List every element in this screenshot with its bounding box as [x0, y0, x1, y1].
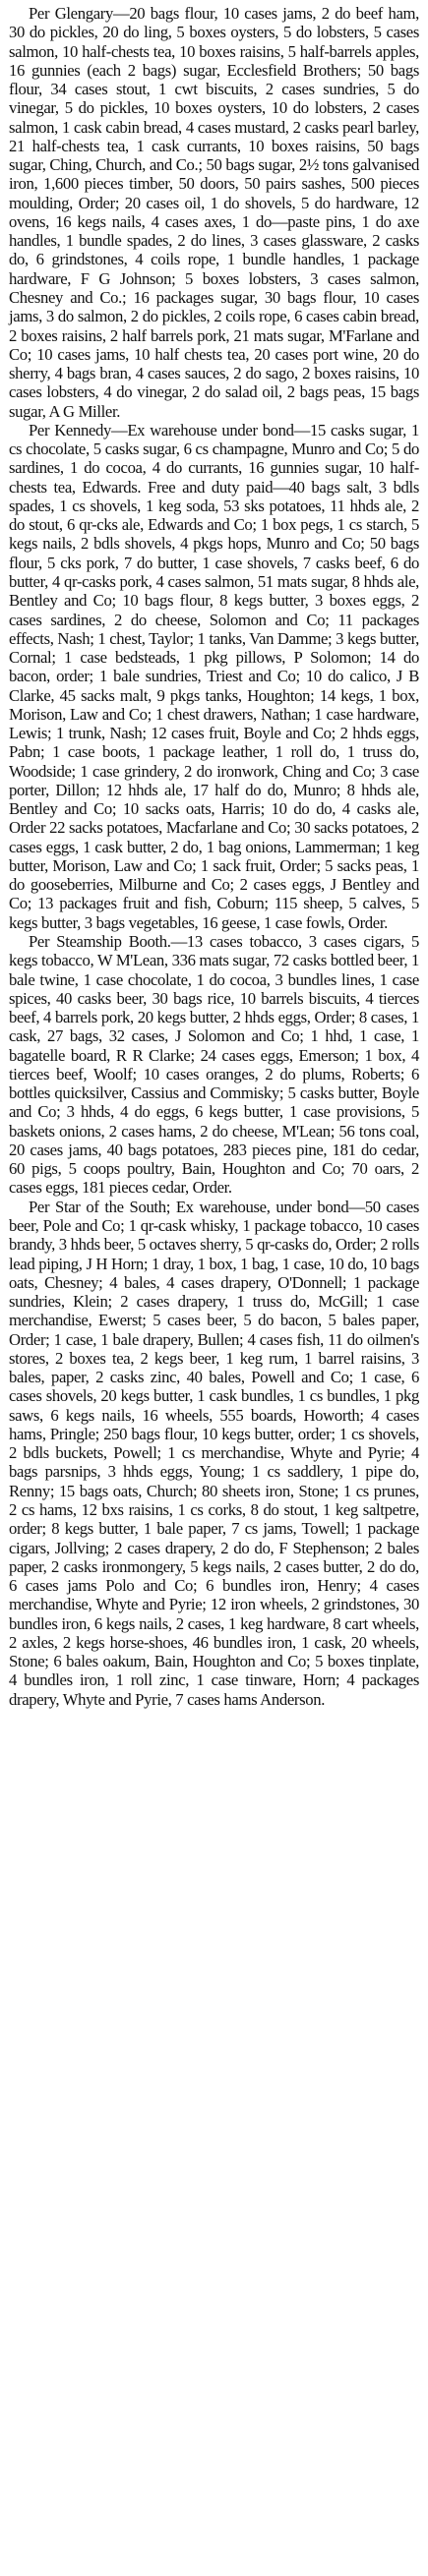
shipping-entry-kennedy: Per Kennedy—Ex warehouse under bond—15 casks sugar, 1 cs chocolate, 5 casks sugar, 6 cs champagne, Munro and Co; 5 do sardines, 1 do cocoa, 4 do currants, 16 gunnies sugar, 10 half-chests tea, Edwards. Free and duty paid—40 bags salt, 3 bdls spades, 1 cs shovels, 1 keg soda, 53 sks potatoes, 11 hhds ale, 2 do stout, 6 qr-cks ale, Edwards and Co; 1 box pegs, 1 cs starch, 5 kegs nails, 2 bdls shovels, 4 pkgs hops, Munro and Co; 50 bags flour, 5 cks pork, 7 do butter, 1 case shovels, 7 casks beef, 6 do butter, 4 qr-casks pork, 4 cases salmon, 51 mats sugar, 8 hhds ale, Bentley and Co; 10 bags flour, 8 kegs butter, 3 boxes eggs, 2 cases sardines, 2 do cheese, Solomon and Co; 11 packages effects, Nash; 1 chest, Taylor; 1 tanks, Van Damme; 3 kegs butter, Cornal; 1 case bedsteads, 1 pkg pillows, P Solomon; 14 do bacon, order; 1 bale sundries, Triest and Co; 10 do calico, J B Clarke, 45 sacks malt, 9 pkgs tanks, Houghton; 14 kegs, 1 box, Morison, Law and Co; 1 chest drawers, Nathan; 1 case hardware, Lewis; 1 trunk, Nash; 12 cases fruit, Boyle and Co; 2 hhds eggs, Pabn; 1 case boots, 1 package leather, 1 roll do, 1 truss do, Woodside; 1 case grindery, 2 do ironwork, Ching and Co; 3 case porter, Dillon; 12 hhds ale, 17 half do do, Munro; 8 hhds ale, Bentley and Co; 10 sacks oats, Harris; 10 do do, 4 casks ale, Order 22 sacks potatoes, Macfarlane and Co; 30 sacks potatoes, 2 cases eggs, 1 cask butter, 2 do, 1 bag onions, Lammerman; 1 keg butter, Morison, Law and Co; 1 sack fruit, Order; 5 sacks peas, 1 do gooseberries, Milburne and Co; 2 cases eggs, J Bentley and Co; 13 packages fruit and fish, Coburn; 115 sheep, 5 calves, 5 kegs butter, 3 bags vegetables, 16 geese, 1 case fowls, Order. [9, 420, 419, 932]
shipping-entry-glengary: Per Glengary—20 bags flour, 10 cases jams, 2 do beef ham, 30 do pickles, 20 do ling, 5 boxes oysters, 5 do lobsters, 5 cases salmon, 10 half-chests tea, 10 boxes raisins, 5 half-barrels apples, 16 gunnies (each 2 bags) sugar, Ecclesfield Brothers; 50 bags flour, 34 cases stout, 1 cwt biscuits, 2 cases sundries, 5 do vinegar, 5 do pickles, 10 boxes oysters, 10 do lobsters, 2 cases salmon, 1 cask cabin bread, 4 cases mustard, 2 casks pearl barley, 21 half-chests tea, 1 cask currants, 10 boxes raisins, 50 bags sugar, Ching, Church, and Co.; 50 bags sugar, 2½ tons galvanised iron, 1,600 pieces timber, 50 doors, 50 pairs sashes, 500 pieces moulding, Order; 20 cases oil, 1 do shovels, 5 do hardware, 12 ovens, 16 kegs nails, 4 cases axes, 1 do—paste pins, 1 do axe handles, 1 bundle spades, 2 do lines, 3 cases glassware, 2 casks do, 6 grindstones, 4 coils rope, 1 bundle handles, 1 package hardware, F G Johnson; 5 boxes lobsters, 3 cases salmon, Chesney and Co.; 16 packages sugar, 30 bags flour, 10 cases jams, 3 do salmon, 2 do pickles, 2 coils rope, 6 cases cabin bread, 2 boxes raisins, 2 half barrels pork, 21 mats sugar, M'Farlane and Co; 10 cases jams, 10 half chests tea, 20 cases port wine, 20 do sherry, 4 bags bran, 4 cases sauces, 2 do sago, 2 boxes raisins, 10 cases lobsters, 4 do vinegar, 2 do salad oil, 2 bags peas, 15 bags sugar, A G Miller. [9, 4, 419, 421]
shipping-entry-star-of-the-south: Per Star of the South; Ex warehouse, under bond—50 cases beer, Pole and Co; 1 qr-cask whisky, 1 package tobacco, 10 cases brandy, 3 hhds beer, 5 octaves sherry, 5 qr-casks do, Order; 2 rolls lead piping, J H Horn; 1 dray, 1 box, 1 bag, 1 case, 10 do, 10 bags oats, Chesney; 4 bales, 4 cases drapery, O'Donnell; 1 package sundries, Klein; 2 cases drapery, 1 truss do, McGill; 1 case merchandise, Ewerst; 5 cases beer, 5 do bacon, 5 bales paper, Order; 1 case, 1 bale drapery, Bullen; 4 cases fish, 11 do oilmen's stores, 2 boxes tea, 2 kegs beer, 1 keg rum, 1 barrel raisins, 3 bales, paper, 2 casks zinc, 40 bales, Powell and Co; 1 case, 6 cases shovels, 20 kegs butter, 1 cask bundles, 1 cs bundles, 1 pkg saws, 6 kegs nails, 16 wheels, 555 boards, Howorth; 4 cases hams, Pringle; 250 bags flour, 10 kegs butter, order; 1 cs shovels, 2 bdls buckets, Powell; 1 cs merchandise, Whyte and Pyrie; 4 bags parsnips, 3 hhds eggs, Young; 1 cs saddlery, 1 pipe do, Renny; 15 bags oats, Church; 80 sheets iron, Stone; 1 cs prunes, 2 cs hams, 12 bxs raisins, 1 cs corks, 8 do stout, 1 keg saltpetre, order; 8 kegs butter, 1 bale paper, 7 cs jams, Towell; 1 package cigars, Jollving; 2 cases drapery, 2 do do, F Stephenson; 2 bales paper, 2 casks ironmongery, 5 kegs nails, 2 cases butter, 2 do do, 6 cases jams Polo and Co; 6 bundles iron, Henry; 4 cases merchandise, Whyte and Pyrie; 12 iron wheels, 2 grindstones, 30 bundles iron, 6 kegs nails, 2 cases, 1 keg hardware, 8 cart wheels, 2 axles, 2 kegs horse-shoes, 46 bundles iron, 1 cask, 20 wheels, Stone; 6 bales oakum, Bain, Houghton and Co; 5 boxes tinplate, 4 bundles iron, 1 roll zinc, 1 case tinware, Horn; 4 packages drapery, Whyte and Pyrie, 7 cases hams Anderson. [9, 1197, 419, 1709]
shipping-entry-steamship-booth: Per Steamship Booth.—13 cases tobacco, 3 cases cigars, 5 kegs tobacco, W M'Lean, 336 mats sugar, 72 casks bottled beer, 1 bale twine, 1 case chocolate, 1 do cocoa, 3 bundles lines, 1 case spices, 40 casks beer, 30 bags rice, 10 barrels biscuits, 4 tierces beef, 4 barrels pork, 20 kegs butter, 2 hhds eggs, Order; 8 cases, 1 cask, 27 bags, 32 cases, J Solomon and Co; 1 hhd, 1 case, 1 bagatelle board, R R Clarke; 24 cases eggs, Emerson; 1 box, 4 tierces beef, Woolf; 10 cases oranges, 2 do plums, Roberts; 6 bottles quicksilver, Cassius and Commisky; 5 casks butter, Boyle and Co; 3 hhds, 4 do eggs, 6 kegs butter, 1 case provisions, 5 baskets onions, 2 cases hams, 2 do cheese, M'Lean; 56 tons coal, 20 cases jams, 40 bags potatoes, 283 pieces pine, 181 do cedar, 60 pigs, 5 coops poultry, Bain, Houghton and Co; 70 oars, 2 cases eggs, 181 pieces cedar, Order. [9, 932, 419, 1198]
